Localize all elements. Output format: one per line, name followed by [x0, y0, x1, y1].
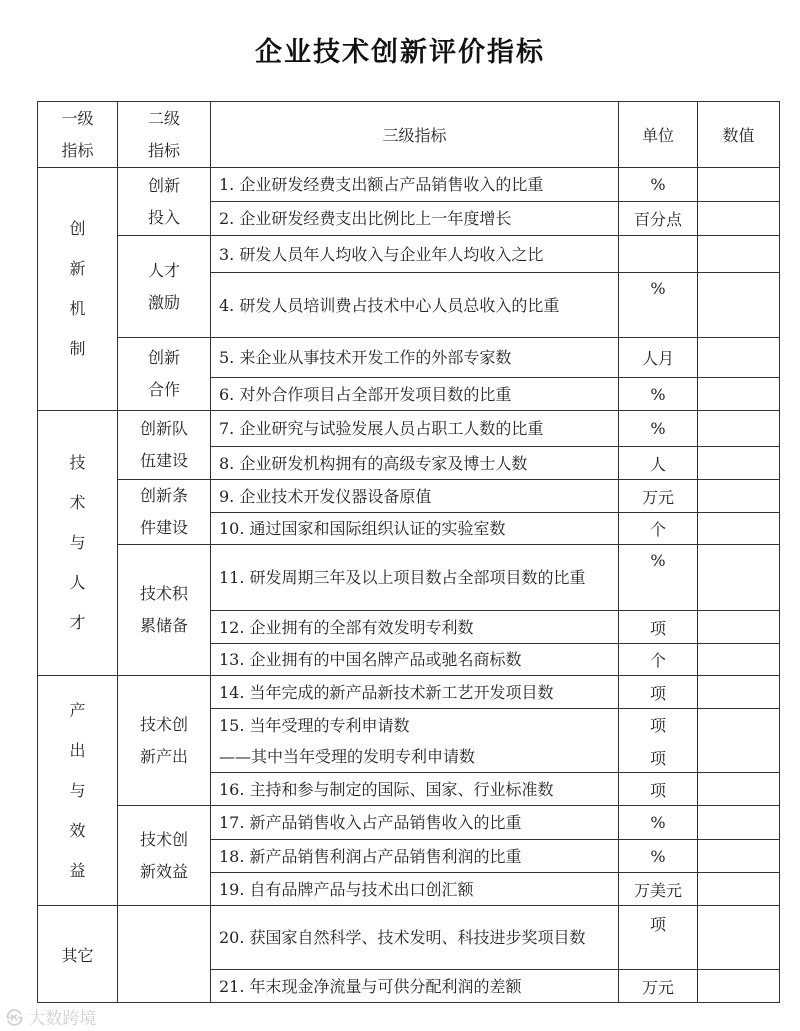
level3-indicator: 5. 来企业从事技术开发工作的外部专家数: [211, 338, 619, 378]
level3-indicator: 11. 研发周期三年及以上项目数占全部项目数的比重: [211, 545, 619, 611]
unit-cell: %: [619, 840, 698, 873]
level3-indicator: 16. 主持和参与制定的国际、国家、行业标准数: [211, 773, 619, 806]
level2-cell: 创新投入: [118, 168, 211, 236]
indicator-table: [37, 101, 780, 1003]
value-cell[interactable]: [698, 906, 780, 970]
header-value: 数值: [698, 102, 780, 168]
level2-cell: [118, 906, 211, 1003]
unit-cell: 万元: [619, 970, 698, 1003]
value-cell[interactable]: [698, 480, 780, 513]
level3-indicator: 12. 企业拥有的全部有效发明专利数: [211, 611, 619, 644]
level3-indicator: 9. 企业技术开发仪器设备原值: [211, 480, 619, 513]
level2-cell: 技术创新效益: [118, 806, 211, 906]
level3-indicator: 15. 当年受理的专利申请数 ——其中当年受理的发明专利申请数: [211, 709, 619, 773]
header-level2: 二级指标: [118, 102, 211, 168]
page-title: 企业技术创新评价指标: [255, 37, 545, 68]
unit-cell: %: [619, 378, 698, 411]
value-cell[interactable]: [698, 644, 780, 676]
value-cell[interactable]: [698, 273, 780, 338]
level3-indicator: 18. 新产品销售利润占产品销售利润的比重: [211, 840, 619, 873]
unit-cell: %: [619, 168, 698, 202]
level3-indicator: 17. 新产品销售收入占产品销售收入的比重: [211, 806, 619, 840]
value-cell[interactable]: [698, 611, 780, 644]
unit-cell: 个: [619, 513, 698, 545]
level3-indicator: 6. 对外合作项目占全部开发项目数的比重: [211, 378, 619, 411]
unit-cell: [619, 236, 698, 273]
value-cell[interactable]: [698, 202, 780, 236]
level3-indicator: 19. 自有品牌产品与技术出口创汇额: [211, 873, 619, 906]
level2-cell: 创新队伍建设: [118, 411, 211, 480]
level3-indicator: 14. 当年完成的新产品新技术新工艺开发项目数: [211, 676, 619, 709]
table-row: [38, 545, 780, 611]
header-level3: 三级指标: [211, 102, 619, 168]
level3-indicator: 10. 通过国家和国际组织认证的实验室数: [211, 513, 619, 545]
level3-indicator: 20. 获国家自然科学、技术发明、科技进步奖项目数: [211, 906, 619, 970]
value-cell[interactable]: [698, 338, 780, 378]
value-cell[interactable]: [698, 411, 780, 447]
level1-cell: 其它: [38, 906, 118, 1003]
value-cell[interactable]: [698, 773, 780, 806]
level2-cell: 技术创新产出: [118, 676, 211, 806]
level1-cell: 产出与效益: [38, 676, 118, 906]
value-cell[interactable]: [698, 709, 780, 773]
table-row: [38, 411, 780, 447]
level1-cell: 技术与人才: [38, 411, 118, 676]
table-row: [38, 806, 780, 840]
level3-indicator: 7. 企业研究与试验发展人员占职工人数的比重: [211, 411, 619, 447]
value-cell[interactable]: [698, 840, 780, 873]
level1-cell: 创新机制: [38, 168, 118, 411]
value-cell[interactable]: [698, 513, 780, 545]
value-cell[interactable]: [698, 236, 780, 273]
level3-indicator: 1. 企业研发经费支出额占产品销售收入的比重: [211, 168, 619, 202]
level2-cell: 创新合作: [118, 338, 211, 411]
table-row: [38, 906, 780, 970]
level3-indicator: 21. 年末现金净流量与可供分配利润的差额: [211, 970, 619, 1003]
unit-cell: 项: [619, 611, 698, 644]
header-row: [38, 102, 780, 168]
unit-cell: 人: [619, 447, 698, 480]
watermark-logo: ㉿ 大数跨境: [6, 1009, 97, 1029]
value-cell[interactable]: [698, 676, 780, 709]
value-cell[interactable]: [698, 873, 780, 906]
header-level1: 一级指标: [38, 102, 118, 168]
value-cell[interactable]: [698, 447, 780, 480]
level3-indicator: 8. 企业研发机构拥有的高级专家及博士人数: [211, 447, 619, 480]
value-cell[interactable]: [698, 168, 780, 202]
table-row: [38, 480, 780, 513]
unit-cell: %: [619, 273, 698, 338]
table-row: [38, 676, 780, 709]
level3-indicator: 3. 研发人员年人均收入与企业年人均收入之比: [211, 236, 619, 273]
table-row: [38, 236, 780, 273]
unit-cell: 万元: [619, 480, 698, 513]
table-row: [38, 168, 780, 202]
unit-cell: %: [619, 545, 698, 611]
level3-indicator: 2. 企业研发经费支出比例比上一年度增长: [211, 202, 619, 236]
table-row: [38, 338, 780, 378]
level2-cell: 人才激励: [118, 236, 211, 338]
value-cell[interactable]: [698, 970, 780, 1003]
unit-cell: 百分点: [619, 202, 698, 236]
level3-indicator: 4. 研发人员培训费占技术中心人员总收入的比重: [211, 273, 619, 338]
value-cell[interactable]: [698, 378, 780, 411]
level2-cell: 技术积累储备: [118, 545, 211, 676]
unit-cell: %: [619, 806, 698, 840]
unit-cell: 万美元: [619, 873, 698, 906]
value-cell[interactable]: [698, 545, 780, 611]
header-unit: 单位: [619, 102, 698, 168]
level3-indicator: 13. 企业拥有的中国名牌产品或驰名商标数: [211, 644, 619, 676]
unit-cell: 项: [619, 773, 698, 806]
level2-cell: 创新条件建设: [118, 480, 211, 545]
value-cell[interactable]: [698, 806, 780, 840]
unit-cell: 个: [619, 644, 698, 676]
unit-cell: 项 项: [619, 709, 698, 773]
unit-cell: %: [619, 411, 698, 447]
unit-cell: 人月: [619, 338, 698, 378]
unit-cell: 项: [619, 906, 698, 970]
unit-cell: 项: [619, 676, 698, 709]
